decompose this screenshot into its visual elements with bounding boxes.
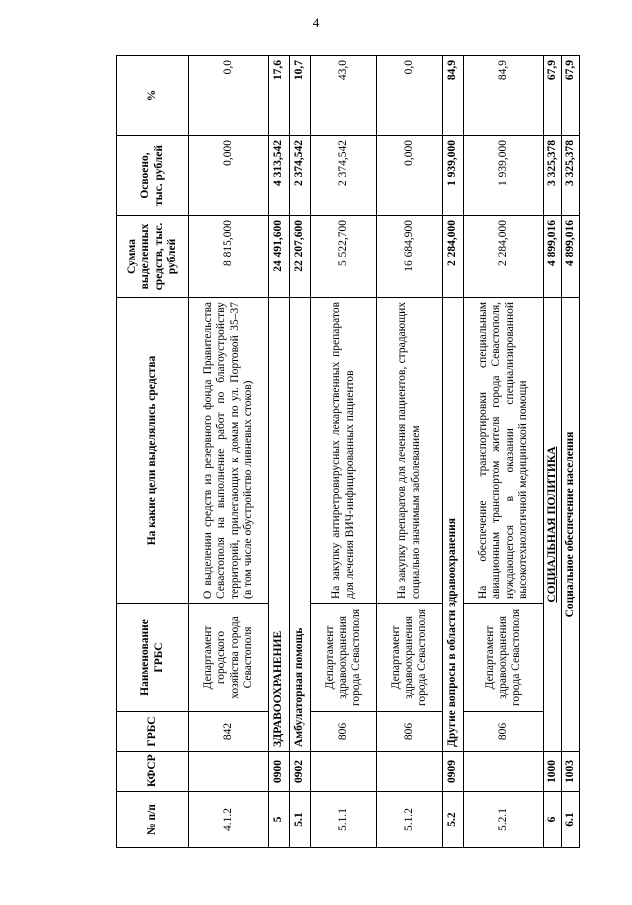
table-row: [377, 56, 443, 848]
table-row: [544, 56, 562, 848]
cell-allocated: 4 899,016: [562, 216, 580, 298]
cell-num: 5.1.1: [311, 792, 377, 848]
cell-percent: 43,0: [311, 56, 377, 136]
cell-percent: 84,9: [464, 56, 544, 136]
cell-percent: 0,0: [189, 56, 269, 136]
table-row: [189, 56, 269, 848]
section-title: Амбулаторная помощь: [290, 298, 311, 752]
cell-spent: 3 325,378: [562, 136, 580, 216]
section-title: ЗДРАВООХРАНЕНИЕ: [269, 298, 290, 752]
cell-kfsr: 0909: [443, 752, 464, 792]
header-allocated: Сумма выделенных средств, тыс. рублей: [117, 216, 189, 298]
cell-grbs: 842: [189, 712, 269, 752]
cell-allocated: 4 899,016: [544, 216, 562, 298]
cell-allocated: 5 522,700: [311, 216, 377, 298]
cell-purpose: На закупку антиретровирусных лекарственных препаратов для лечения ВИЧ-инфицированных пациентов: [311, 298, 377, 604]
cell-kfsr: [377, 752, 443, 792]
cell-percent: 10,7: [290, 56, 311, 136]
header-name: Наименование ГРБС: [117, 604, 189, 712]
cell-num: 5.2.1: [464, 792, 544, 848]
cell-grbs: 806: [377, 712, 443, 752]
table-row: [443, 56, 464, 848]
cell-purpose: О выделении средств из резервного фонда Правительства Севастополя на выполнение работ по благоустройству территорий, прилегающих к домам по ул. Портовой 35–37 (в том числе обустройство ливневых стоков): [189, 298, 269, 604]
cell-num: 4.1.2: [189, 792, 269, 848]
table-row: [311, 56, 377, 848]
cell-grbs: 806: [464, 712, 544, 752]
cell-spent: 4 313,542: [269, 136, 290, 216]
budget-table-rotated: [116, 56, 577, 848]
cell-name: Департамент здравоохранения города Севастополя: [311, 604, 377, 712]
header-purpose: На какие цели выделялись средства: [117, 298, 189, 604]
table-row: [269, 56, 290, 848]
cell-percent: 0,0: [377, 56, 443, 136]
table-row: [290, 56, 311, 848]
cell-spent: 1 939,000: [464, 136, 544, 216]
section-title: Другие вопросы в области здравоохранения: [443, 298, 464, 752]
cell-kfsr: [464, 752, 544, 792]
cell-spent: 2 374,542: [290, 136, 311, 216]
cell-num: 6.1: [562, 792, 580, 848]
cell-kfsr: 0902: [290, 752, 311, 792]
cell-spent: 2 374,542: [311, 136, 377, 216]
cell-purpose: На закупку препаратов для лечения пациентов, страдающих социально значимым заболеванием: [377, 298, 443, 604]
cell-purpose: На обеспечение транспортировки специальным авиационным транспортом жителя города Севастополя, нуждающегося в оказании специализированной высокотехнологичной медицинской помощи: [464, 298, 544, 604]
cell-num: 5.2: [443, 792, 464, 848]
cell-kfsr: 1003: [562, 752, 580, 792]
cell-name: Департамент здравоохранения города Севастополя: [464, 604, 544, 712]
cell-name: Департамент здравоохранения города Севастополя: [377, 604, 443, 712]
cell-num: 5.1.2: [377, 792, 443, 848]
cell-kfsr: [189, 752, 269, 792]
section-title: СОЦИАЛЬНАЯ ПОЛИТИКА: [544, 298, 562, 752]
cell-percent: 67,9: [544, 56, 562, 136]
cell-allocated: 24 491,600: [269, 216, 290, 298]
cell-spent: 3 325,378: [544, 136, 562, 216]
cell-num: 5: [269, 792, 290, 848]
cell-allocated: 22 207,600: [290, 216, 311, 298]
cell-kfsr: 1000: [544, 752, 562, 792]
cell-kfsr: [311, 752, 377, 792]
table-row: [562, 56, 580, 848]
cell-spent: 0,000: [377, 136, 443, 216]
table-row: [464, 56, 544, 848]
cell-num: 5.1: [290, 792, 311, 848]
cell-percent: 67,9: [562, 56, 580, 136]
header-percent: %: [117, 56, 189, 136]
section-title: Социальное обеспечение населения: [562, 298, 580, 752]
cell-allocated: 16 684,900: [377, 216, 443, 298]
cell-allocated: 2 284,000: [443, 216, 464, 298]
cell-percent: 84,9: [443, 56, 464, 136]
cell-num: 6: [544, 792, 562, 848]
cell-spent: 1 939,000: [443, 136, 464, 216]
page-number: 4: [312, 15, 320, 30]
cell-grbs: 806: [311, 712, 377, 752]
cell-name: Департамент городского хозяйства города Севастополя: [189, 604, 269, 712]
header-kfsr: КФСР: [117, 752, 189, 792]
cell-allocated: 2 284,000: [464, 216, 544, 298]
header-num: № п/п: [117, 792, 189, 848]
cell-spent: 0,000: [189, 136, 269, 216]
cell-percent: 17,6: [269, 56, 290, 136]
header-grbs: ГРБС: [117, 712, 189, 752]
header-spent: Освоено, тыс. рублей: [117, 136, 189, 216]
cell-kfsr: 0900: [269, 752, 290, 792]
budget-table: [116, 55, 580, 848]
cell-allocated: 8 815,000: [189, 216, 269, 298]
